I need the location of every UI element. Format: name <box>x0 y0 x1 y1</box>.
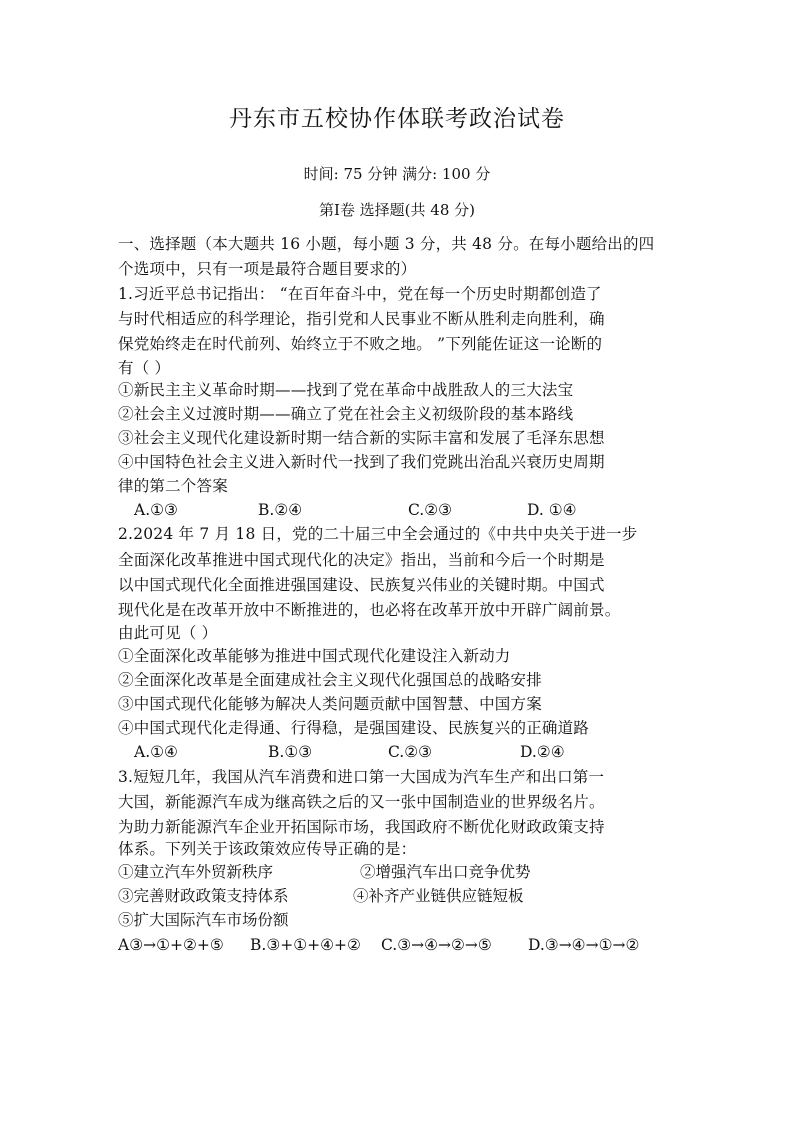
q2-stem-line: 以中国式现代化全面推进强国建设、民族复兴伟业的关键时期。中国式 <box>118 576 605 594</box>
q2-stem-line: 现代化是在改革开放中不断推进的，也必将在改革开放中开辟广阔前景。 <box>118 601 621 619</box>
q3-stem-line: 3.短短几年，我国从汽车消费和进口第一大国成为汽车生产和出口第一 <box>118 768 605 786</box>
q1-stem-line: 与时代相适应的科学理论，指引党和人民事业不断从胜利走向胜利，确 <box>118 310 605 328</box>
q1-item: 律的第二个答案 <box>118 477 228 495</box>
q2-item: ②全面深化改革是全面建成社会主义现代化强国总的战略安排 <box>118 671 542 689</box>
q2-option-c: C.②③ <box>388 743 433 761</box>
q1-option-c: C.②③ <box>408 501 453 519</box>
q3-option-d: D.③→④→①→② <box>528 936 640 954</box>
q3-option-b: B.③+①+④+② <box>250 936 361 954</box>
q2-stem-line: 由此可见（ ） <box>118 624 218 642</box>
q1-stem-line: 1.习近平总书记指出： “在百年奋斗中，党在每一个历史时期都创造了 <box>118 285 602 303</box>
q1-stem-line: 保党始终走在时代前列、始终立于不败之地。 ”下列能佐证这一论断的 <box>118 335 603 353</box>
q3-item: ⑤扩大国际汽车市场份额 <box>118 911 289 929</box>
instructions-line: 一、选择题（本大题共 16 小题，每小题 3 分，共 48 分。在每小题给出的四 <box>118 235 655 253</box>
q1-item: ③社会主义现代化建设新时期一结合新的实际丰富和发展了毛泽东思想 <box>118 429 605 447</box>
page-title: 丹东市五校协作体联考政治试卷 <box>229 106 565 132</box>
q1-item: ④中国特色社会主义进入新时代一找到了我们党跳出治乱兴衰历史周期 <box>118 453 605 471</box>
q2-item: ③中国式现代化能够为解决人类问题贡献中国智慧、中国方案 <box>118 695 542 713</box>
q2-stem-line: 2.2024 年 7 月 18 日，党的二十届三中全会通过的《中共中央关于进一步 <box>118 525 638 543</box>
q1-stem-line: 有（ ） <box>118 359 171 377</box>
q3-item: ③完善财政政策支持体系 <box>118 887 289 905</box>
q1-option-d: D. ①④ <box>527 501 577 519</box>
q1-item: ②社会主义过渡时期——确立了党在社会主义初级阶段的基本路线 <box>118 405 574 423</box>
q3-stem-line: 大国，新能源汽车成为继高铁之后的又一张中国制造业的世界级名片。 <box>118 793 605 811</box>
q2-item: ①全面深化改革能够为推进中国式现代化建设注入新动力 <box>118 647 511 665</box>
q1-item: ①新民主主义革命时期——找到了党在革命中战胜敌人的三大法宝 <box>118 381 574 399</box>
time-info: 时间: 75 分钟 满分: 100 分 <box>303 165 491 183</box>
q2-item: ④中国式现代化走得通、行得稳，是强国建设、民族复兴的正确道路 <box>118 719 590 737</box>
section-heading: 第Ⅰ卷 选择题(共 48 分) <box>318 201 476 219</box>
q2-option-b: B.①③ <box>268 743 313 761</box>
q3-stem-line: 体系。下列关于该政策效应传导正确的是： <box>118 840 417 858</box>
q2-stem-line: 全面深化改革推进中国式现代化的决定》指出，当前和今后一个时期是 <box>118 551 605 569</box>
q3-option-a: A③→①+②+⑤ <box>118 936 224 954</box>
q3-item: ④补齐产业链供应链短板 <box>353 887 524 905</box>
q1-option-b: B.②④ <box>258 501 303 519</box>
q2-option-d: D.②④ <box>520 743 565 761</box>
q3-item: ②增强汽车出口竞争优势 <box>360 863 531 881</box>
q3-option-c: C.③→④→②→⑤ <box>381 936 492 954</box>
instructions-line: 个选项中，只有一项是最符合题目要求的） <box>118 260 417 278</box>
q2-option-a: A.①④ <box>134 743 178 761</box>
q1-option-a: A.①③ <box>134 501 178 519</box>
q3-stem-line: 为助力新能源汽车企业开拓国际市场，我国政府不断优化财政政策支持 <box>118 818 605 836</box>
q3-item: ①建立汽车外贸新秩序 <box>118 863 274 881</box>
